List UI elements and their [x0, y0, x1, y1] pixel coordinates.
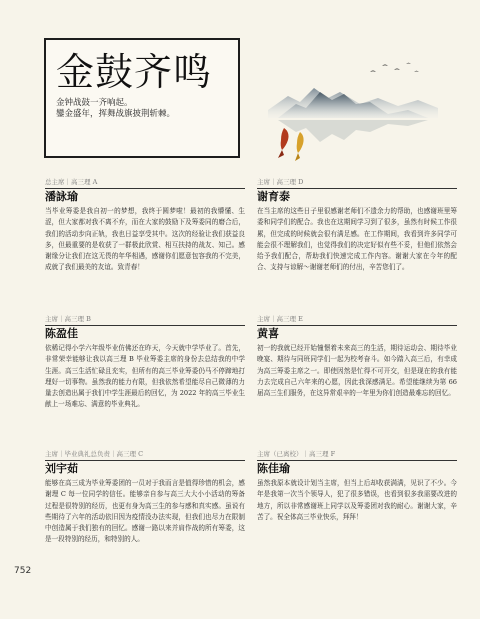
koi-fish-red [278, 128, 289, 158]
student-name: 陈佳瑜 [257, 462, 290, 475]
student-message: 能够在高三成为毕业筹委团的一员对于我而言是值得珍惜的机会，感谢理 C 每一位同学的信任。能够亲自参与高三大大小小活动的筹备过程是很特别的经历，也更有身为高三生的参与感和真实感。虽说有些期待了六年的活动依旧因为疫情没办法实现，但我们也尽力在限制中创造属于我们独有的回忆。感谢一路以来并肩作战的所有筹委，这是一段特别的经历，和特别的人。 [45, 479, 245, 544]
section-header: 主席（已离校）｜高三理 F [257, 450, 457, 461]
student-name: 谢育泰 [257, 190, 290, 203]
section-class-a [45, 178, 245, 274]
section-class-f [257, 450, 457, 523]
section-class-d [257, 178, 457, 274]
section-class-e [257, 315, 457, 399]
title-subtitle [56, 98, 175, 120]
student-message: 在当主席的这些日子里很感谢老师们不遗余力的帮助，也感谢班里筹委和同学们的配合。我也在这期间学习到了很多，虽然有时候工作很累，但完成的时候就会很有满足感。在工作期间，我看到许多同学可能会很不理解我们，也觉得我们的决定好似有些不妥，但他们依然会给予我们配合，帮助我们快速完成工作内容。谢谢大家在今年的配合、支持与谅解～谢谢老师们的付出，辛苦您们了。 [257, 207, 457, 272]
koi-fish-gold [295, 132, 304, 161]
subtitle-line-2: 鑾金盛年，挥舞战旗披荆斩棘。 [56, 109, 176, 119]
student-message: 依稀记得小学六年级毕业仿佛还在昨天，今天就中学毕业了。首先，非常荣幸能够让我以高三理 B 毕业筹委主席的身份去总结我的中学生涯。高三生活忙碌且充实，但所有的高三毕业筹委仍马不停蹄地打理好一切事物。虽然我的能力有限，但我依然希望能尽自己微薄的力量去创造出属于我们中学生涯最后的回忆，为 2022 年的高三毕业生献上一场难忘、满意的毕业典礼。 [45, 344, 245, 409]
birds-flock [370, 63, 419, 72]
section-header: 主席｜高三理 D [257, 178, 457, 189]
ink-landscape-illustration [248, 58, 458, 164]
student-message: 初一的我就已经开始憧憬着未来高三的生活，期待运动会、期待毕业晚宴、期待与同班同学们一起为校考奋斗。如今踏入高三后，有幸成为高三筹委主席之一。即使因然是忙得不可开交，但是现在的我有能力去完成自己六年来的心愿，因此我深感满足。希望能继续为第 66 届高三生们服务，在这异常艰辛的一年里为你们创造最难忘的回忆。 [257, 344, 457, 398]
subtitle-line-1: 金钟战鼓一齐响起。 [56, 98, 133, 108]
student-name: 陈盈佳 [45, 327, 78, 340]
section-header: 主席｜毕业典礼总负责｜高三理 C [45, 450, 245, 461]
section-header: 主席｜高三理 E [257, 315, 457, 326]
section-class-c [45, 450, 245, 546]
student-name: 黄喜 [257, 327, 279, 340]
page-title: 金鼓齐鸣 [56, 50, 213, 94]
student-name: 刘宇茹 [45, 462, 78, 475]
student-message: 虽然我原本就设计划当主席，但当上后却收获满满，见识了不少。今年是我第一次当个领导人，犯了很多错误，也看到很多我需要改进的地方，所以非常感谢班上同学以及筹委团对我的耐心。谢谢大家，辛苦了。祝全体高三毕业快乐，拜拜！ [257, 479, 457, 521]
student-message: 当毕业筹委是我自初一的梦想，我终于圆梦啦！最初的我懵懂、生涩，但大家都对我不离不弃，而在大家的鼓励下及筹委同的磨合后，我们的活动步向正轨，我也日益享受其中。这次的经验让我们获益良多，但最重要的是收获了一群极此欣赏、相互扶持的战友、知己。感谢缘分让我们在这无畏的年华相遇，感谢你们愿意包容我的不完美，成就了我们最美的友谊。致青春！ [45, 207, 245, 272]
section-class-b [45, 315, 245, 411]
section-header: 主席｜高三理 B [45, 315, 245, 326]
page-number: 752 [14, 566, 32, 576]
title-box [44, 38, 240, 158]
student-name: 潘詠瑜 [45, 190, 78, 203]
section-header: 总主席｜高三理 A [45, 178, 245, 189]
